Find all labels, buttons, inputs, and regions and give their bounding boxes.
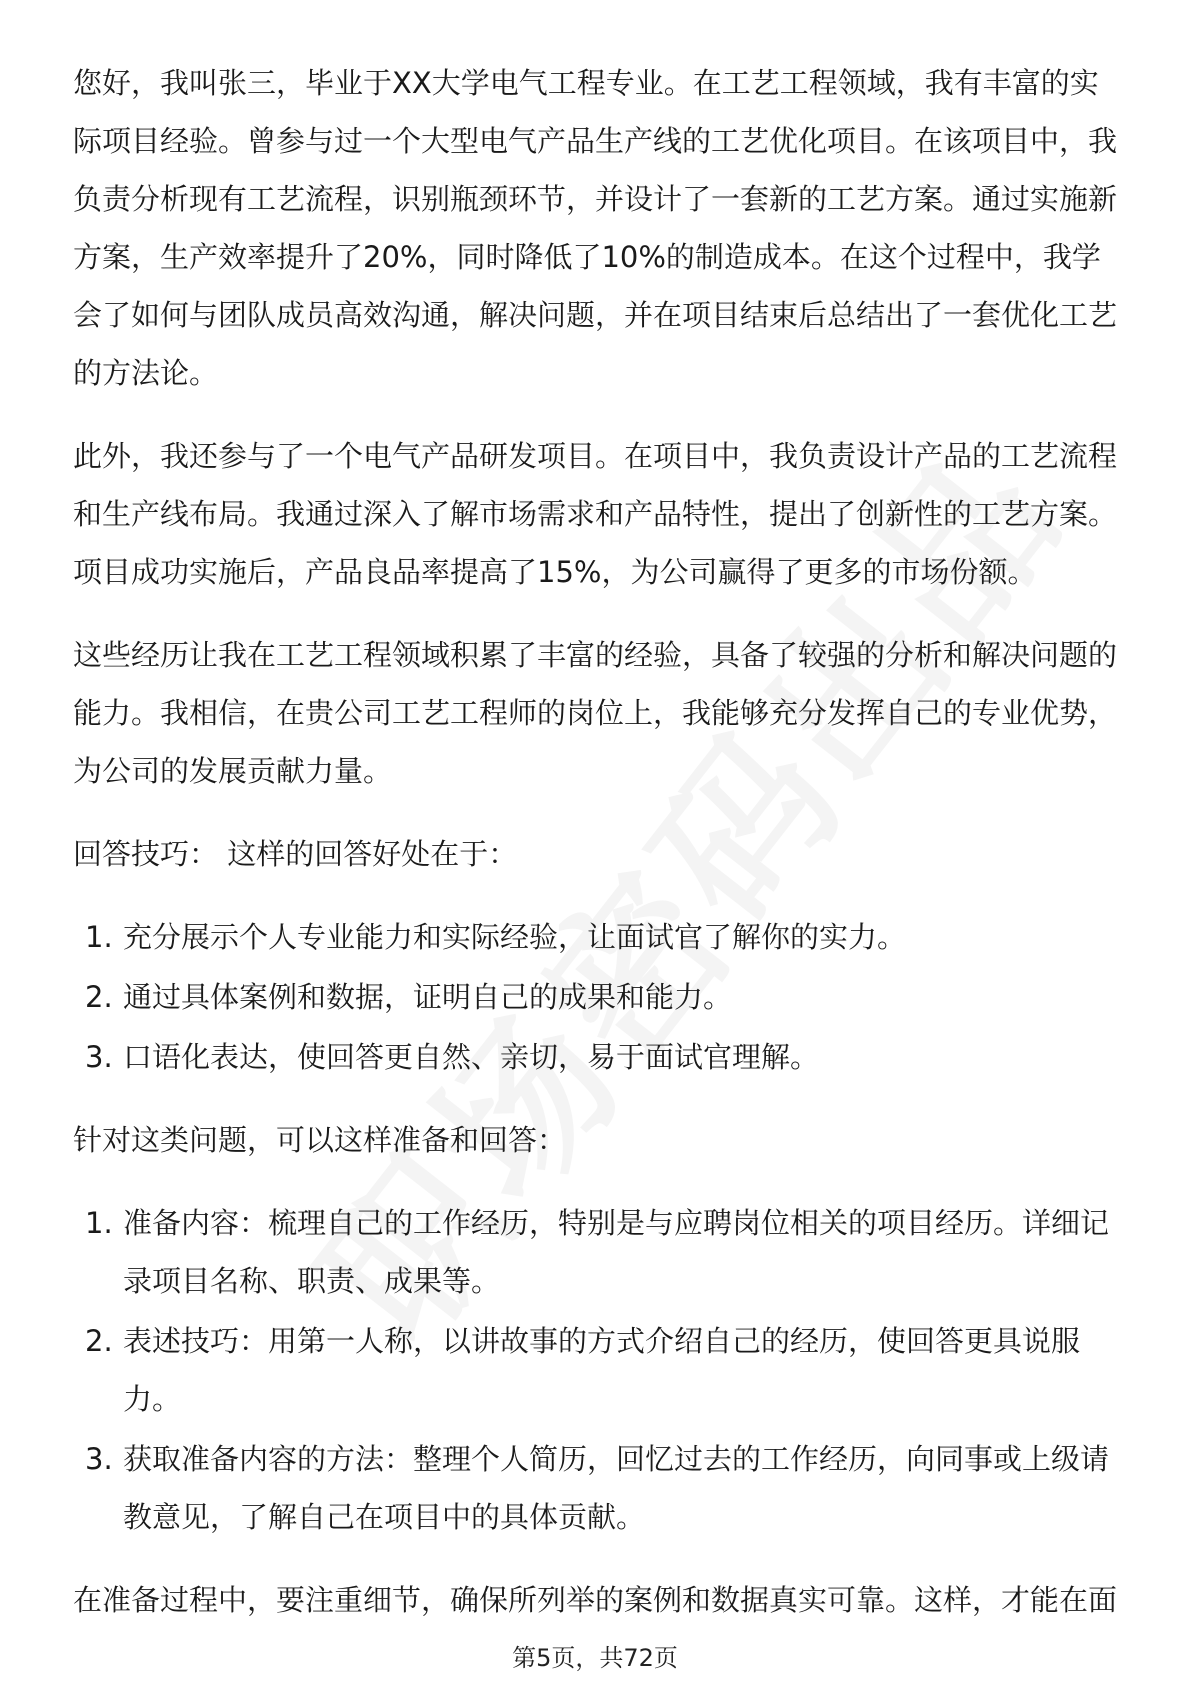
list-number: 3. <box>85 1442 113 1476</box>
prep-heading: 针对这类问题，可以这样准备和回答： <box>73 1123 567 1157</box>
list-item <box>73 1194 1123 1310</box>
document-body <box>73 54 1123 1629</box>
list-number: 1. <box>85 920 113 954</box>
list-item-text: 通过具体案例和数据，证明自己的成果和能力。 <box>123 980 733 1014</box>
list-item <box>73 1312 1123 1428</box>
paragraph-closing: 在准备过程中，要注重细节，确保所列举的案例和数据真实可靠。这样，才能在面 <box>73 1583 1118 1617</box>
paragraph-rnd-project: 此外，我还参与了一个电气产品研发项目。在项目中，我负责设计产品的工艺流程和生产线布局。我通过深入了解市场需求和产品特性，提出了创新性的工艺方案。项目成功实施后，产品良品率提高了15%，为公司赢得了更多的市场份额。 <box>73 439 1118 589</box>
list-item <box>73 1430 1123 1546</box>
prep-list <box>73 1194 1123 1546</box>
list-number: 2. <box>85 1324 113 1358</box>
page-number-footer: 第5页，共72页 <box>512 1644 678 1672</box>
tips-list <box>73 908 1123 1086</box>
list-item <box>73 908 1123 966</box>
list-number: 2. <box>85 980 113 1014</box>
tips-heading: 回答技巧： 这样的回答好处在于： <box>73 837 518 871</box>
list-number: 1. <box>85 1206 113 1240</box>
list-item-text: 表述技巧：用第一人称，以讲故事的方式介绍自己的经历，使回答更具说服力。 <box>123 1324 1081 1416</box>
paragraph-summary: 这些经历让我在工艺工程领域积累了丰富的经验，具备了较强的分析和解决问题的能力。我相信，在贵公司工艺工程师的岗位上，我能够充分发挥自己的专业优势，为公司的发展贡献力量。 <box>73 638 1118 788</box>
list-number: 3. <box>85 1040 113 1074</box>
list-item <box>73 968 1123 1026</box>
list-item-text: 准备内容：梳理自己的工作经历，特别是与应聘岗位相关的项目经历。详细记录项目名称、职责、成果等。 <box>123 1206 1110 1298</box>
list-item-text: 充分展示个人专业能力和实际经验，让面试官了解你的实力。 <box>123 920 907 954</box>
list-item-text: 口语化表达，使回答更自然、亲切，易于面试官理解。 <box>123 1040 820 1074</box>
list-item <box>73 1028 1123 1086</box>
list-item-text: 获取准备内容的方法：整理个人简历，回忆过去的工作经历，向同事或上级请教意见，了解自己在项目中的具体贡献。 <box>123 1442 1110 1534</box>
paragraph-intro: 您好，我叫张三，毕业于XX大学电气工程专业。在工艺工程领域，我有丰富的实际项目经验。曾参与过一个大型电气产品生产线的工艺优化项目。在该项目中，我负责分析现有工艺流程，识别瓶颈环节，并设计了一套新的工艺方案。通过实施新方案，生产效率提升了20%，同时降低了10%的制造成本。在这个过程中，我学会了如何与团队成员高效沟通，解决问题，并在项目结束后总结出了一套优化工艺的方法论。 <box>73 66 1118 390</box>
